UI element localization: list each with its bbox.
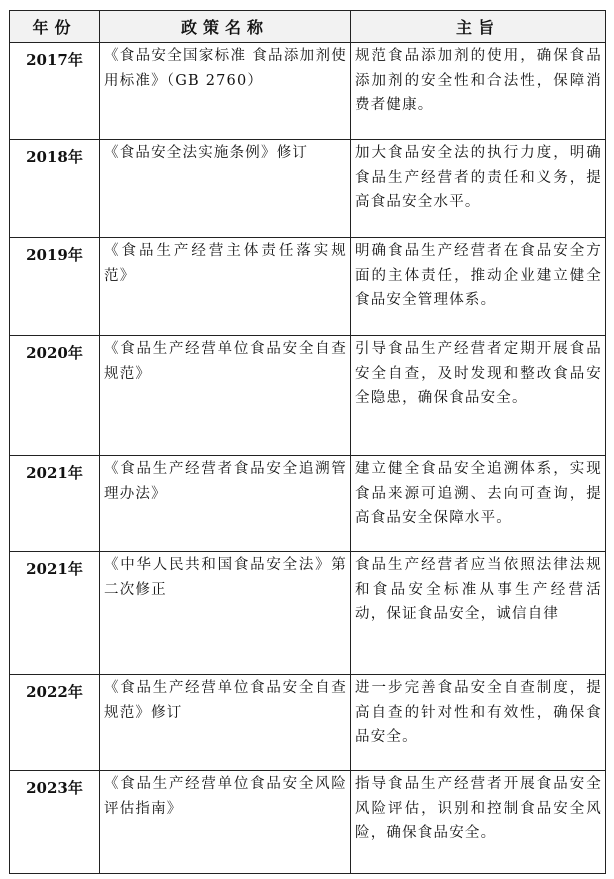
table-row xyxy=(10,552,606,675)
header-aim: 主旨 xyxy=(351,11,606,43)
aim-cell: 明确食品生产经营者在食品安全方面的主体责任，推动企业建立健全食品安全管理体系。 xyxy=(351,238,606,336)
policy-name-cell: 《食品安全法实施条例》修订 xyxy=(100,140,351,238)
policy-table xyxy=(9,10,606,874)
aim-cell: 建立健全食品安全追溯体系，实现食品来源可追溯、去向可查询，提高食品安全保障水平。 xyxy=(351,456,606,552)
table-header xyxy=(10,11,606,43)
table-row xyxy=(10,456,606,552)
aim-cell: 进一步完善食品安全自查制度，提高自查的针对性和有效性，确保食品安全。 xyxy=(351,675,606,771)
policy-name-cell: 《食品生产经营主体责任落实规范》 xyxy=(100,238,351,336)
year-cell: 2019年 xyxy=(10,238,100,336)
header-year: 年份 xyxy=(10,11,100,43)
year-cell: 2022年 xyxy=(10,675,100,771)
aim-cell: 引导食品生产经营者定期开展食品安全自查，及时发现和整改食品安全隐患，确保食品安全。 xyxy=(351,336,606,456)
table-row xyxy=(10,43,606,140)
policy-name-cell: 《食品生产经营单位食品安全自查规范》 xyxy=(100,336,351,456)
year-cell: 2021年 xyxy=(10,456,100,552)
policy-name-cell: 《食品生产经营单位食品安全风险评估指南》 xyxy=(100,771,351,874)
year-cell: 2023年 xyxy=(10,771,100,874)
table-row xyxy=(10,238,606,336)
table-row xyxy=(10,140,606,238)
policy-name-cell: 《食品生产经营单位食品安全自查规范》修订 xyxy=(100,675,351,771)
aim-cell: 食品生产经营者应当依照法律法规和食品安全标准从事生产经营活动，保证食品安全，诚信自律 xyxy=(351,552,606,675)
table-row xyxy=(10,336,606,456)
table-row xyxy=(10,771,606,874)
table-row xyxy=(10,675,606,771)
aim-cell: 规范食品添加剂的使用，确保食品添加剂的安全性和合法性，保障消费者健康。 xyxy=(351,43,606,140)
aim-cell: 加大食品安全法的执行力度，明确食品生产经营者的责任和义务，提高食品安全水平。 xyxy=(351,140,606,238)
header-policy-name: 政策名称 xyxy=(100,11,351,43)
year-cell: 2017年 xyxy=(10,43,100,140)
policy-name-cell: 《食品安全国家标准 食品添加剂使用标准》（GB 2760） xyxy=(100,43,351,140)
policy-name-cell: 《食品生产经营者食品安全追溯管理办法》 xyxy=(100,456,351,552)
year-cell: 2021年 xyxy=(10,552,100,675)
aim-cell: 指导食品生产经营者开展食品安全风险评估，识别和控制食品安全风险，确保食品安全。 xyxy=(351,771,606,874)
policy-name-cell: 《中华人民共和国食品安全法》第二次修正 xyxy=(100,552,351,675)
year-cell: 2020年 xyxy=(10,336,100,456)
table-body xyxy=(10,43,606,874)
header-row xyxy=(10,11,606,43)
year-cell: 2018年 xyxy=(10,140,100,238)
